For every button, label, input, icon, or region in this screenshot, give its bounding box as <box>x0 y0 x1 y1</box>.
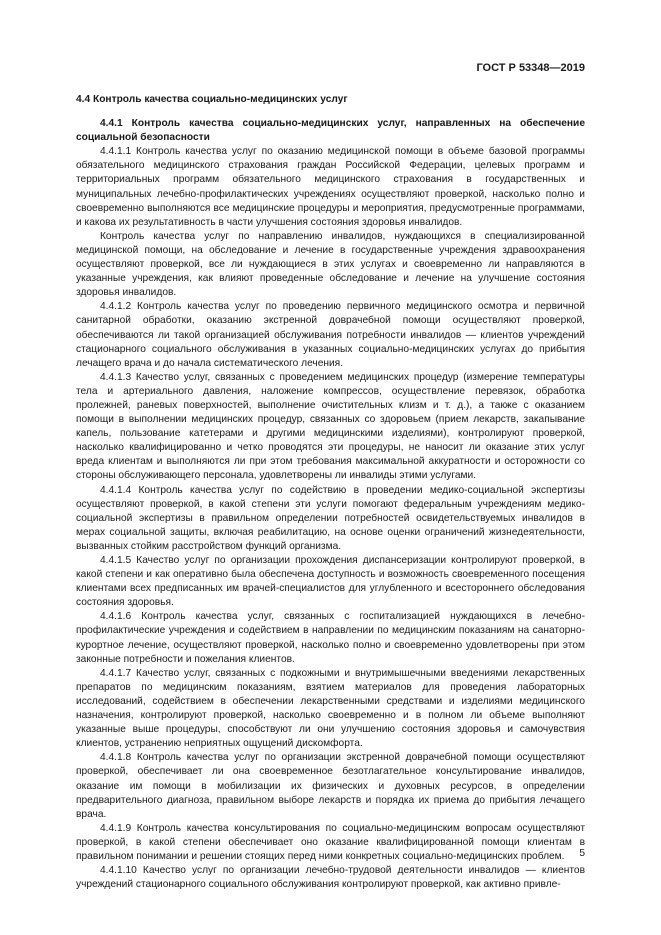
paragraph-4-4-1-10: 4.4.1.10 Качество услуг по организации лечебно-трудовой деятельности инвалидов — клиентов учреждений стационарного социального обслуживания контролируют проверкой, как активно привле- <box>76 865 585 891</box>
document-body <box>76 93 585 892</box>
subsection-heading: 4.4.1 Контроль качества социально-медицинских услуг, направленных на обеспечение социальной безопасности <box>76 118 585 144</box>
paragraph-4-4-1-3: 4.4.1.3 Качество услуг, связанных с проведением медицинских процедур (измерение температуры тела и артериального давления, наложение компрессов, осуществление перевязок, обработка пролежней, раневых поверхностей, выполнение очистительных клизм и т. д.), а также с оказанием помощи в выполнении медицинских процедур, связанных со здоровьем (прием лекарств, закапывание капель, пользование катетерами и другими медицинскими изделиями), контролируют проверкой, насколько квалифицированно и четко проводятся эти процедуры, не наносит ли оказание этих услуг вреда клиентам и выполняются ли при этом требования максимальной аккуратности и осторожности со стороны обслуживающего персонала, удовлетворены ли инвалиды этими услугами. <box>76 371 585 482</box>
paragraph-4-4-1-9: 4.4.1.9 Контроль качества консультирования по социально-медицинским вопросам осуществляют проверкой, в какой степени обеспечивает оно оказание квалифицированной помощи клиентам в правильном понимании и решении стоящих перед ними конкретных социально-медицинских проблем. <box>76 822 585 862</box>
paragraph-4-4-1-5: 4.4.1.5 Качество услуг по организации прохождения диспансеризации контролируют проверкой, в какой степени и как оперативно была обеспечена доступность и возможность своевременного посещения клиентами всех предписанных им врачей-специалистов для углубленного и всестороннего обследования состояния здоровья. <box>76 555 585 609</box>
section-heading: 4.4 Контроль качества социально-медицинских услуг <box>76 94 348 105</box>
paragraph-4-4-1-4: 4.4.1.4 Контроль качества услуг по содействию в проведении медико-социальной экспертизы осуществляют проверкой, в какой степени эти услуги помогают федеральным учреждениям медико-социальной экспертизы в правильном определении потребностей освидетельствуемых инвалидов в мерах социальной защиты, включая реабилитацию, на основе оценки ограничений жизнедеятельности, вызванных стойким расстройством функций организма. <box>76 484 585 552</box>
paragraph-4-4-1-8: 4.4.1.8 Контроль качества услуг по организации экстренной доврачебной помощи осуществляют проверкой, обеспечивает ли она своевременное безотлагательное консультирование инвалидов, оказание им помощи в мобилизации их физических и духовных ресурсов, в определении предварительного диагноза, правильном выборе лекарств и порядка их приема до прибытия лечащего врача. <box>76 752 585 820</box>
paragraph-referral-control: Контроль качества услуг по направлению инвалидов, нуждающихся в специализированной медицинской помощи, на обследование и лечение в государственные учреждения здравоохранения осуществляют проверкой, все ли нуждающиеся в этих услугах и своевременно ли направляются в указанные учреждения, как влияют проведенные обследование и лечение на улучшение состояния здоровья инвалидов. <box>76 230 585 299</box>
paragraph-4-4-1-6: 4.4.1.6 Контроль качества услуг, связанных с госпитализацией нуждающихся в лечебно-профилактические учреждения и содействием в направлении по медицинским показаниям на санаторно-курортное лечение, осуществляют проверкой, насколько полно и своевременно удовлетворены при этом законные потребности и пожелания клиентов. <box>76 611 585 665</box>
paragraph-4-4-1-2: 4.4.1.2 Контроль качества услуг по проведению первичного медицинского осмотра и первичной санитарной обработки, оказанию экстренной доврачебной помощи осуществляют проверкой, обеспечиваются ли такой организацией обслуживания потребности инвалидов — клиентов учреждений стационарного социального обслуживания в указанных социально-медицинских услугах до прибытия лечащего врача и до начала систематического лечения. <box>76 301 585 369</box>
document-code: ГОСТ Р 53348—2019 <box>476 62 585 74</box>
paragraph-4-4-1-7: 4.4.1.7 Качество услуг, связанных с подкожными и внутримышечными введениями лекарственных препаратов по медицинским показаниям, взятием материалов для проведения лабораторных исследований, содействием в обеспечении лекарственными средствами и изделиями медицинского назначения, контролируют проверкой, насколько своевременно и в полном ли объеме выполняют указанные выше процедуры, способствуют ли они улучшению состояния здоровья и самочувствия клиентов, устранению неприятных ощущений дискомфорта. <box>76 667 585 750</box>
page-number: 5 <box>579 848 585 859</box>
paragraph-4-4-1-1: 4.4.1.1 Контроль качества услуг по оказанию медицинской помощи в объеме базовой программы обязательного медицинского страхования граждан Российской Федерации, целевых программ и территориальных программ обязательного медицинского страхования в государственных и муниципальных лечебно-профилактических учреждениях осуществляют проверкой, насколько полно и своевременно выполняются все медицинские процедуры и мероприятия, предусмотренные программами, и какова их результативность в части улучшения состояния здоровья инвалидов. <box>76 146 585 228</box>
